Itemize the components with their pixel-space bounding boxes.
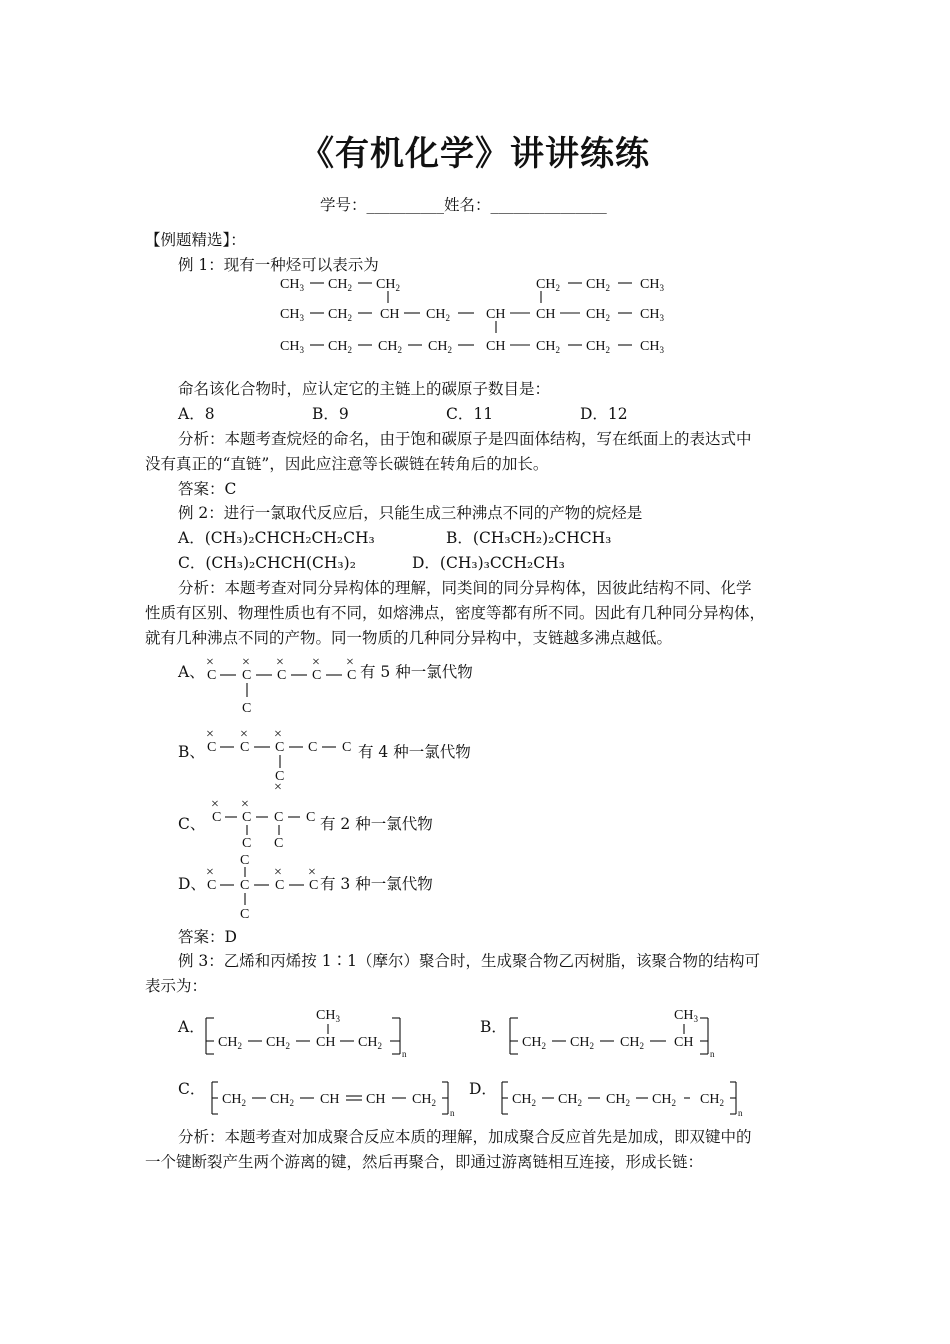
example-1-option-d: D．12 [580, 405, 628, 423]
poly-d-n: n [738, 1108, 743, 1118]
atom-c: C [308, 740, 318, 755]
poly-b-ch2-3: $CH_2$ [620, 1035, 644, 1051]
mark-x: × [308, 865, 316, 880]
example-3-option-a: A． [178, 1018, 205, 1036]
isomer-a-text: 有 5 种一氯代物 [360, 663, 473, 681]
atom-c: C [240, 740, 250, 755]
ex1-r3-ch2d: $CH_2$ [536, 339, 560, 355]
example-1-question: 命名该化合物时，应认定它的主链上的碳原子数目是： [178, 380, 551, 398]
isomer-c-prefix: C、 [178, 815, 206, 833]
poly-b-ch2-1: $CH_2$ [522, 1035, 546, 1051]
ex1-r2-ch2b: $CH_2$ [426, 307, 450, 323]
atom-c: C [274, 810, 284, 825]
isomer-b-prefix: B、 [178, 743, 205, 761]
ex1-r2-ch2a: $CH_2$ [328, 307, 352, 323]
ex1-r1-ch2a: $CH_2$ [328, 277, 352, 293]
poly-a-n: n [402, 1049, 407, 1059]
isomer-c-text: 有 2 种一氯代物 [320, 815, 433, 833]
page-title: 《有机化学》讲讲练练 [300, 134, 650, 174]
example-2-answer: 答案：D [178, 928, 237, 946]
isomer-c-structure [205, 798, 325, 850]
polymer-b-structure [508, 1004, 728, 1060]
polymer-c-structure [206, 1080, 462, 1120]
polymer-d-structure [496, 1080, 752, 1120]
poly-b-ch3: $CH_3$ [674, 1008, 698, 1024]
atom-c: C [277, 668, 287, 683]
example-1-label: 例 1 [178, 256, 209, 274]
poly-a-ch2-3: $CH_2$ [358, 1035, 382, 1051]
example-3-intro-2: 表示为： [145, 977, 208, 995]
example-2-intro [178, 503, 642, 523]
atom-c: C [274, 836, 284, 850]
example-3-option-b: B． [480, 1018, 507, 1036]
mark-x: × [242, 656, 250, 670]
poly-a-ch2-2: $CH_2$ [266, 1035, 290, 1051]
example-3-analysis-1: 分析：本题考查对加成聚合反应本质的理解，加成聚合反应首先是加成，即双键中的 [178, 1128, 752, 1146]
ex1-r2-ch3: $CH_3$ [280, 307, 304, 323]
atom-c: C [312, 668, 322, 683]
section-heading: 【例题精选】： [145, 231, 246, 249]
mark-x: × [274, 865, 282, 880]
ex1-r3-ch2a: $CH_2$ [328, 339, 352, 355]
example-3-text: ：乙烯和丙烯按 1∶1（摩尔）聚合时，生成聚合物乙丙树脂，该聚合物的结构可 [208, 952, 760, 970]
atom-c: C [240, 907, 250, 922]
poly-a-ch: CH [316, 1035, 336, 1050]
isomer-a-structure [200, 656, 360, 716]
atom-c: C [275, 878, 285, 893]
atom-c: C [347, 668, 357, 683]
example-2-analysis-1: 分析：本题考查对同分异构体的理解，同类间的同分异构体，因彼此结构不同、化学 [178, 579, 752, 597]
atom-c: C [207, 878, 217, 893]
example-2-text: ：进行一氯取代反应后，只能生成三种沸点不同的产物的烷烃是 [208, 504, 643, 522]
poly-d-ch2-4: $CH_2$ [652, 1092, 676, 1108]
example-2-label: 例 2 [178, 504, 209, 522]
example-2-analysis-2: 性质有区别、物理性质也有不同，如熔沸点，密度等都有所不同。因此有几种同分异构体， [145, 604, 766, 622]
atom-c: C [342, 740, 352, 755]
poly-c-ch2-2: $CH_2$ [270, 1092, 294, 1108]
poly-c-ch-2: CH [366, 1092, 386, 1107]
example-2-analysis-3: 就有几种沸点不同的产物。同一物质的几种同分异构中，支链越多沸点越低。 [145, 629, 673, 647]
ex1-r2-ch2c: $CH_2$ [586, 307, 610, 323]
atom-c: C [306, 810, 316, 825]
poly-a-ch2-1: $CH_2$ [218, 1035, 242, 1051]
example-1-option-a: A．8 [178, 405, 215, 423]
example-3-intro-1 [178, 951, 760, 971]
atom-c: C [212, 810, 222, 825]
student-info-line: 学号：__________姓名：_______________ [320, 196, 607, 214]
ex1-r1-ch3b: $CH_3$ [640, 277, 664, 293]
mark-x: × [206, 728, 214, 742]
example-1-text: ：现有一种烃可以表示为 [208, 256, 379, 274]
example-1-option-c: C．11 [446, 405, 494, 423]
example-3-option-d: D． [469, 1080, 497, 1098]
ex1-r2-ch-c: CH [536, 307, 556, 322]
isomer-d-text: 有 3 种一氯代物 [320, 875, 433, 893]
atom-c: C [242, 836, 252, 850]
mark-x: × [240, 728, 248, 742]
example-1-option-b: B．9 [312, 405, 349, 423]
ex1-r1-ch2c: $CH_2$ [536, 277, 560, 293]
poly-d-ch2-1: $CH_2$ [512, 1092, 536, 1108]
atom-c: C [309, 878, 319, 893]
atom-c: C [240, 878, 250, 893]
mark-x: × [211, 798, 219, 812]
example-3-label: 例 3 [178, 952, 209, 970]
poly-b-ch2-2: $CH_2$ [570, 1035, 594, 1051]
ex1-r3-ch2e: $CH_2$ [586, 339, 610, 355]
mark-x: × [276, 656, 284, 670]
poly-c-ch-1: CH [320, 1092, 340, 1107]
poly-d-ch2-5: $CH_2$ [700, 1092, 724, 1108]
ex1-r1-ch2b: $CH_2$ [376, 277, 400, 293]
poly-c-ch2-1: $CH_2$ [222, 1092, 246, 1108]
polymer-a-structure [204, 1004, 414, 1060]
isomer-b-text: 有 4 种一氯代物 [358, 743, 471, 761]
mark-x: × [274, 728, 282, 742]
atom-c: C [207, 668, 217, 683]
mark-x: × [346, 656, 354, 670]
poly-b-n: n [710, 1049, 715, 1059]
ex1-r3-ch: CH [486, 339, 506, 354]
example-1-structure [270, 272, 690, 364]
ex1-r3-ch2b: $CH_2$ [378, 339, 402, 355]
atom-c: C [240, 853, 250, 868]
mark-x: × [312, 656, 320, 670]
example-2-option-d: D．(CH₃)₃CCH₂CH₃ [412, 554, 565, 572]
ex1-r2-ch: CH [380, 307, 400, 322]
poly-a-ch3: $CH_3$ [316, 1008, 340, 1024]
example-1-answer: 答案：C [178, 480, 237, 498]
example-3-option-c: C． [178, 1080, 206, 1098]
atom-c: C [207, 740, 217, 755]
ex1-r3-ch3: $CH_3$ [280, 339, 304, 355]
mark-x: × [274, 780, 282, 794]
isomer-d-structure [200, 850, 325, 922]
atom-c: C [275, 740, 285, 755]
isomer-d-prefix: D、 [178, 875, 206, 893]
isomer-b-structure [200, 728, 360, 794]
poly-b-ch: CH [674, 1035, 694, 1050]
example-1-analysis-2: 没有真正的“直链”，因此应注意等长碳链在转角后的加长。 [145, 455, 549, 473]
ex1-r1-ch3: $CH_3$ [280, 277, 304, 293]
poly-c-n: n [450, 1108, 455, 1118]
atom-c: C [242, 810, 252, 825]
poly-d-ch2-3: $CH_2$ [606, 1092, 630, 1108]
example-2-option-c: C．(CH₃)₂CHCH(CH₃)₂ [178, 554, 356, 572]
mark-x: × [241, 798, 249, 812]
atom-c: C [275, 769, 285, 784]
atom-c: C [242, 701, 252, 716]
ex1-r3-ch3b: $CH_3$ [640, 339, 664, 355]
poly-c-ch2-3: $CH_2$ [412, 1092, 436, 1108]
example-3-analysis-2: 一个键断裂产生两个游离的键，然后再聚合，即通过游离链相互连接，形成长链： [145, 1153, 704, 1171]
ex1-r2-ch3b: $CH_3$ [640, 307, 664, 323]
isomer-a-prefix: A、 [178, 663, 205, 681]
example-1-analysis-1: 分析：本题考查烷烃的命名，由于饱和碳原子是四面体结构，写在纸面上的表达式中 [178, 430, 752, 448]
poly-d-ch2-2: $CH_2$ [558, 1092, 582, 1108]
example-2-option-b: B．(CH₃CH₂)₂CHCH₃ [446, 529, 612, 547]
example-2-option-a: A．(CH₃)₂CHCH₂CH₂CH₃ [178, 529, 375, 547]
ex1-r3-ch2c: $CH_2$ [428, 339, 452, 355]
mark-x: × [206, 865, 214, 880]
atom-c: C [242, 668, 252, 683]
ex1-r2-ch-b: CH [486, 307, 506, 322]
mark-x: × [206, 656, 214, 670]
ex1-r1-ch2d: $CH_2$ [586, 277, 610, 293]
